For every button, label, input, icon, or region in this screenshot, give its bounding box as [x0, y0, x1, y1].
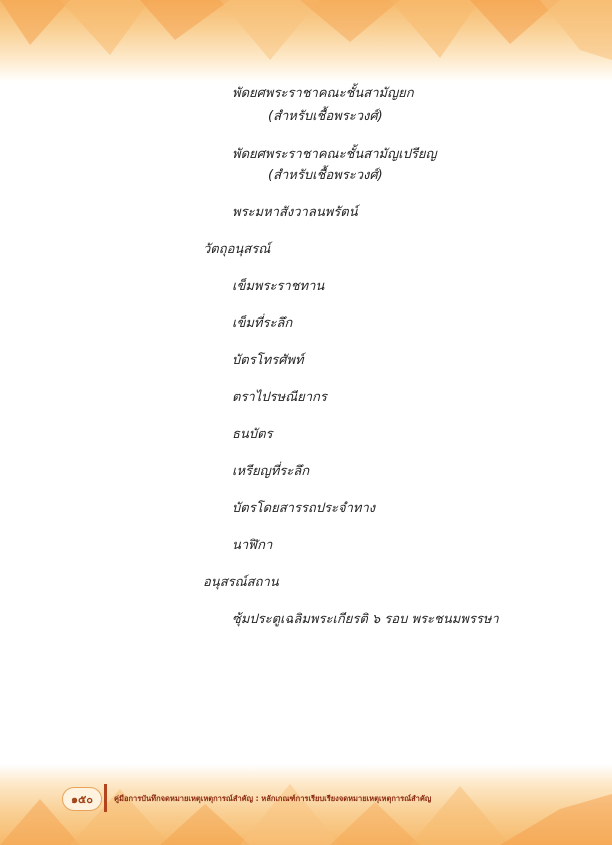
list-item-note: (สำหรับเชื้อพระวงศ์)	[268, 168, 383, 183]
list-item: พัดยศพระราชาคณะชั้นสามัญเปรียญ	[232, 147, 437, 162]
footer-divider	[104, 784, 107, 812]
page-number: ๑๕๐	[62, 787, 102, 811]
list-item: บัตรโทรศัพท์	[232, 353, 304, 368]
section-heading: อนุสรณ์สถาน	[203, 575, 279, 590]
footer-title: คู่มือการบันทึกจดหมายเหตุเหตุการณ์สำคัญ : หลักเกณฑ์การเรียบเรียงจดหมายเหตุเหตุการณ์สำคัญ	[114, 794, 432, 803]
list-item: พระมหาสังวาลนพรัตน์	[232, 205, 358, 220]
section-heading: วัตถุอนุสรณ์	[203, 242, 271, 257]
list-item: ซุ้มประตูเฉลิมพระเกียรติ ๖ รอบ พระชนมพรรษา	[232, 612, 499, 627]
list-item: พัดยศพระราชาคณะชั้นสามัญยก	[232, 86, 414, 101]
list-item: ธนบัตร	[232, 427, 273, 442]
list-item: บัตรโดยสารรถประจำทาง	[232, 501, 376, 516]
list-item: นาฬิกา	[232, 538, 273, 553]
list-item-note: (สำหรับเชื้อพระวงศ์)	[268, 109, 383, 124]
list-item: เข็มที่ระลึก	[232, 316, 293, 331]
list-item: เหรียญที่ระลึก	[232, 464, 310, 479]
list-item: ตราไปรษณียากร	[232, 390, 327, 405]
list-item: เข็มพระราชทาน	[232, 279, 325, 294]
